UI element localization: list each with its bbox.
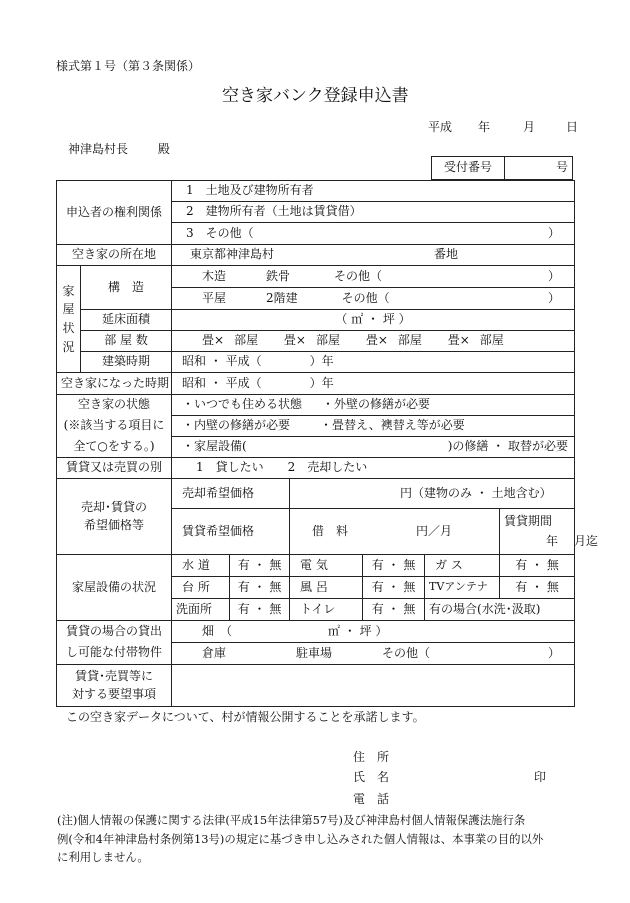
application-table — [56, 180, 599, 707]
facility-toilet-yesno[interactable]: 有 ・ 無 — [363, 599, 425, 621]
sale-rent-field[interactable]: 1 貸したい 2 売却したい — [172, 458, 575, 479]
facility-tv-antenna-yesno[interactable]: 有 ・ 無 — [500, 577, 575, 599]
receipt-label: 受付番号 — [432, 157, 505, 180]
applicant-address-label: 住 所 — [353, 750, 390, 764]
date-month: 月 — [523, 120, 536, 134]
build-year-field[interactable]: 昭和 ・ 平成（ ）年 — [172, 352, 575, 373]
structure-label: 構 造 — [81, 266, 172, 310]
floor-area-field[interactable]: （ ㎡ ・ 坪 ） — [172, 310, 575, 331]
applicant-name-label: 氏 名 — [353, 770, 390, 784]
applicant-seal: 印 — [534, 770, 547, 784]
date-day: 日 — [566, 120, 579, 134]
vacant-since-field[interactable]: 昭和 ・ 平成（ ）年 — [172, 373, 575, 395]
consent-text: この空き家データについて、村が情報公開することを承諾します。 — [66, 710, 425, 724]
facility-toilet-note[interactable]: 有の場合(水洗･汲取) — [425, 599, 575, 621]
addressee-honorific: 殿 — [157, 142, 170, 156]
rights-option-3[interactable]: 3 その他（ ） — [172, 223, 575, 245]
condition-row-2[interactable]: ・内壁の修繕が必要 ・畳替え、襖替え等が必要 — [172, 416, 575, 437]
rent-price-field[interactable]: 借 料 円／月 — [290, 509, 500, 555]
privacy-note-line-3: に利用しません。 — [57, 850, 149, 864]
facility-water-yesno[interactable]: 有 ・ 無 — [230, 555, 290, 577]
facility-electric: 電 気 — [290, 555, 363, 577]
privacy-note-line-2: 例(令和4年神津島村条例第13号)の規定に基づき申し込みされた個人情報は、本事業の目的以外 — [57, 832, 544, 846]
date-era: 平成 — [428, 120, 453, 134]
condition-row-3[interactable]: ・家屋設備( )の修繕 ・ 取替が必要 — [172, 437, 575, 458]
facility-water: 水 道 — [172, 555, 230, 577]
location-suffix: 番地 — [434, 247, 459, 262]
facility-washroom: 洗面所 — [172, 599, 230, 621]
structure-row-2[interactable]: 平屋 2階建 その他（ ） — [172, 288, 575, 310]
extras-row-2[interactable]: 倉庫 駐車場 その他（ ） — [172, 643, 575, 665]
facilities-label: 家屋設備の状況 — [57, 555, 172, 621]
privacy-note-line-1: (注)個人情報の保護に関する法律(平成15年法律第57号)及び神津島村個人情報保護法施行条 — [57, 813, 526, 827]
receipt-box — [431, 156, 573, 180]
receipt-suffix: 号 — [555, 160, 568, 175]
vacant-since-label: 空き家になった時期 — [57, 373, 172, 395]
condition-row-1[interactable]: ・いつでも住める状態 ・外壁の修繕が必要 — [172, 395, 575, 416]
location-label: 空き家の所在地 — [57, 245, 172, 266]
extras-label-2: し可能な付帯物件 — [57, 643, 172, 665]
structure-row-1[interactable]: 木造 鉄骨 その他（ ） — [172, 266, 575, 288]
facility-electric-yesno[interactable]: 有 ・ 無 — [363, 555, 425, 577]
condition-label-2: (※該当する項目に — [57, 416, 172, 437]
sale-rent-label: 賃貸又は売買の別 — [57, 458, 172, 479]
sale-price-label: 売却希望価格 — [172, 479, 290, 509]
location-field[interactable]: 東京都神津島村 番地 — [172, 245, 575, 266]
rights-close: ） — [548, 225, 561, 240]
facility-bath: 風 呂 — [290, 577, 363, 599]
form-number: 様式第１号（第３条関係） — [56, 59, 201, 73]
facility-washroom-yesno[interactable]: 有 ・ 無 — [230, 599, 290, 621]
extras-row-1[interactable]: 畑 （ ㎡ ・ 坪 ） — [172, 621, 575, 643]
facility-kitchen-yesno[interactable]: 有 ・ 無 — [230, 577, 290, 599]
condition-label-1: 空き家の状態 — [57, 395, 172, 416]
floor-area-label: 延床面積 — [81, 310, 172, 331]
rights-label: 申込者の権利関係 — [57, 181, 172, 245]
rights-option-2[interactable]: 2 建物所有者（土地は賃貸借） — [172, 202, 575, 223]
facility-toilet: トイレ — [290, 599, 363, 621]
facility-gas: ガ ス — [425, 555, 500, 577]
requests-field[interactable] — [172, 665, 575, 707]
facility-tv-antenna: TVアンテナ — [425, 577, 500, 599]
rent-period-field[interactable]: 賃貸期間 年 月迄 — [500, 509, 575, 555]
addressee — [68, 143, 170, 155]
addressee-name: 神津島村長 — [68, 142, 129, 156]
facility-gas-yesno[interactable]: 有 ・ 無 — [500, 555, 575, 577]
receipt-field[interactable] — [505, 157, 573, 180]
applicant-phone-label: 電 話 — [353, 792, 390, 806]
extras-label-1: 賃貸の場合の貸出 — [57, 621, 172, 643]
date-year: 年 — [478, 120, 491, 134]
page-title: 空き家バンク登録申込書 — [222, 86, 409, 106]
facility-bath-yesno[interactable]: 有 ・ 無 — [363, 577, 425, 599]
rooms-field[interactable]: 畳× 部屋 畳× 部屋 畳× 部屋 畳× 部屋 — [172, 331, 575, 352]
sale-price-field[interactable]: 円（建物のみ ・ 土地含む） — [290, 479, 575, 509]
build-year-label: 建築時期 — [81, 352, 172, 373]
rent-price-label: 賃貸希望価格 — [172, 509, 290, 555]
requests-label: 賃貸･売買等に 対する要望事項 — [57, 665, 172, 707]
price-label: 売却･賃貸の 希望価格等 — [57, 479, 172, 555]
rights-option-1[interactable]: 1 土地及び建物所有者 — [172, 181, 575, 202]
house-label: 家 屋 状 況 — [57, 266, 81, 373]
rooms-label: 部 屋 数 — [81, 331, 172, 352]
condition-label-3: 全て○をする。) — [57, 437, 172, 458]
facility-kitchen: 台 所 — [172, 577, 230, 599]
